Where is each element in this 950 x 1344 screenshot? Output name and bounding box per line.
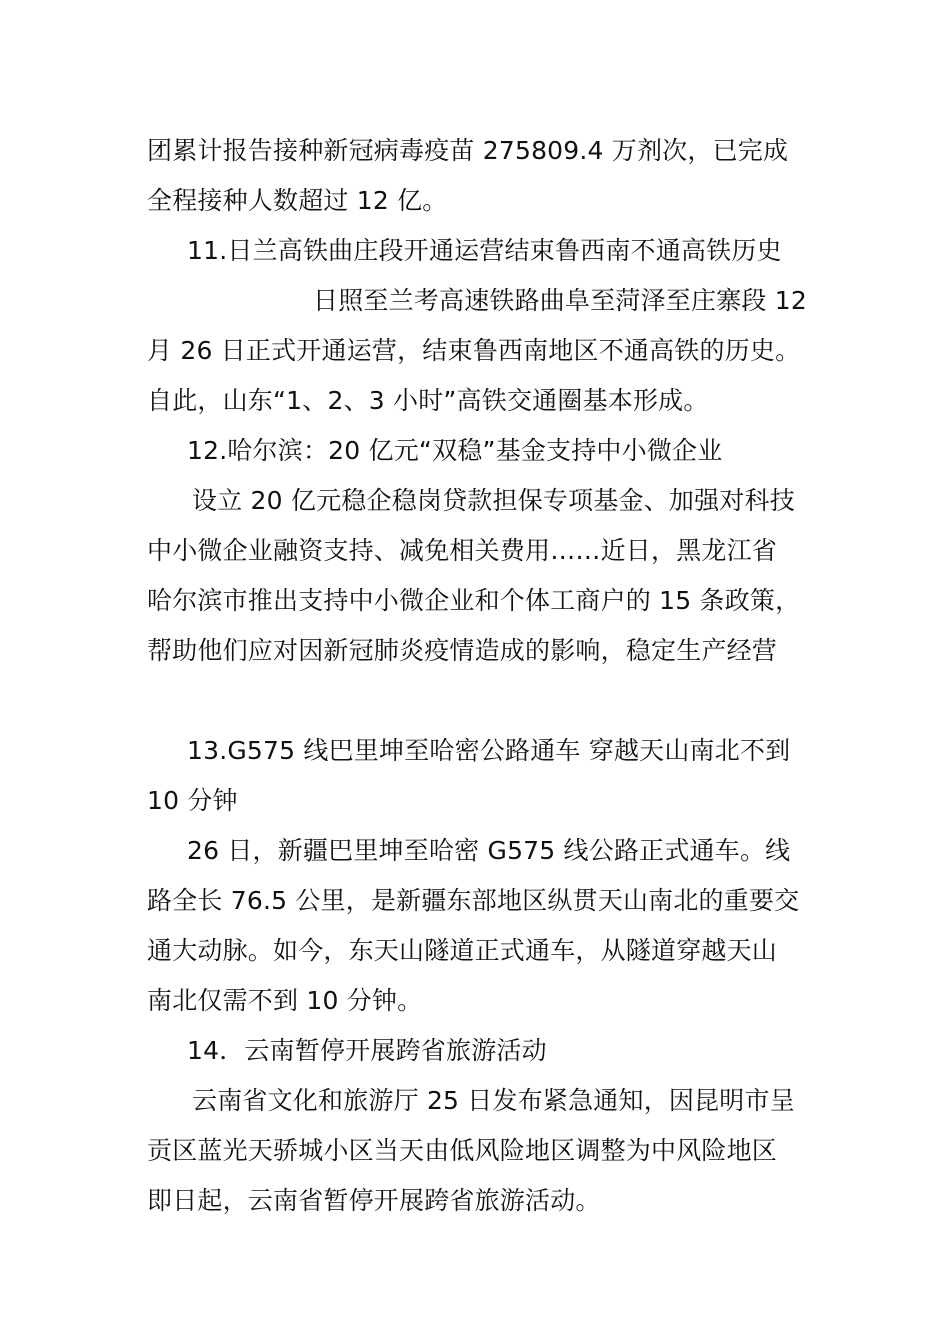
text-line: 路全长 76.5 公里，是新疆东部地区纵贯天山南北的重要交 bbox=[147, 886, 800, 915]
text-line: 帮助他们应对因新冠肺炎疫情造成的影响，稳定生产经营 bbox=[147, 636, 778, 665]
text-line: 日照至兰考高速铁路曲阜至菏泽至庄寨段 12 bbox=[313, 286, 807, 315]
text-line: 团累计报告接种新冠病毒疫苗 275809.4 万剂次，已完成 bbox=[147, 136, 789, 165]
text-line: 即日起，云南省暂停开展跨省旅游活动。 bbox=[147, 1186, 601, 1215]
text-line: 自此，山东“1、2、3 小时”高铁交通圈基本形成。 bbox=[147, 386, 709, 415]
section-heading: 11.日兰高铁曲庄段开通运营结束鲁西南不通高铁历史 bbox=[187, 236, 782, 265]
text-line: 通大动脉。如今，东天山隧道正式通车，从隧道穿越天山 bbox=[147, 936, 778, 965]
text-line: 云南省文化和旅游厅 25 日发布紧急通知，因昆明市呈 bbox=[192, 1086, 795, 1115]
text-line: 月 26 日正式开通运营，结束鲁西南地区不通高铁的历史。 bbox=[147, 336, 801, 365]
text-line: 哈尔滨市推出支持中小微企业和个体工商户的 15 条政策， bbox=[147, 586, 801, 615]
text-line: 中小微企业融资支持、减免相关费用……近日，黑龙江省 bbox=[147, 536, 778, 565]
text-line: 26 日，新疆巴里坤至哈密 G575 线公路正式通车。线 bbox=[187, 836, 791, 865]
section-heading-cont: 10 分钟 bbox=[147, 786, 238, 815]
text-line: 设立 20 亿元稳企稳岗贷款担保专项基金、加强对科技 bbox=[192, 486, 795, 515]
section-heading: 13.G575 线巴里坤至哈密公路通车 穿越天山南北不到 bbox=[187, 736, 791, 765]
text-line: 贡区蓝光天骄城小区当天由低风险地区调整为中风险地区 bbox=[147, 1136, 778, 1165]
section-heading: 12.哈尔滨：20 亿元“双稳”基金支持中小微企业 bbox=[187, 436, 723, 465]
text-line: 全程接种人数超过 12 亿。 bbox=[147, 186, 448, 215]
text-line: 南北仅需不到 10 分钟。 bbox=[147, 986, 423, 1015]
section-heading: 14．云南暂停开展跨省旅游活动 bbox=[187, 1036, 547, 1065]
